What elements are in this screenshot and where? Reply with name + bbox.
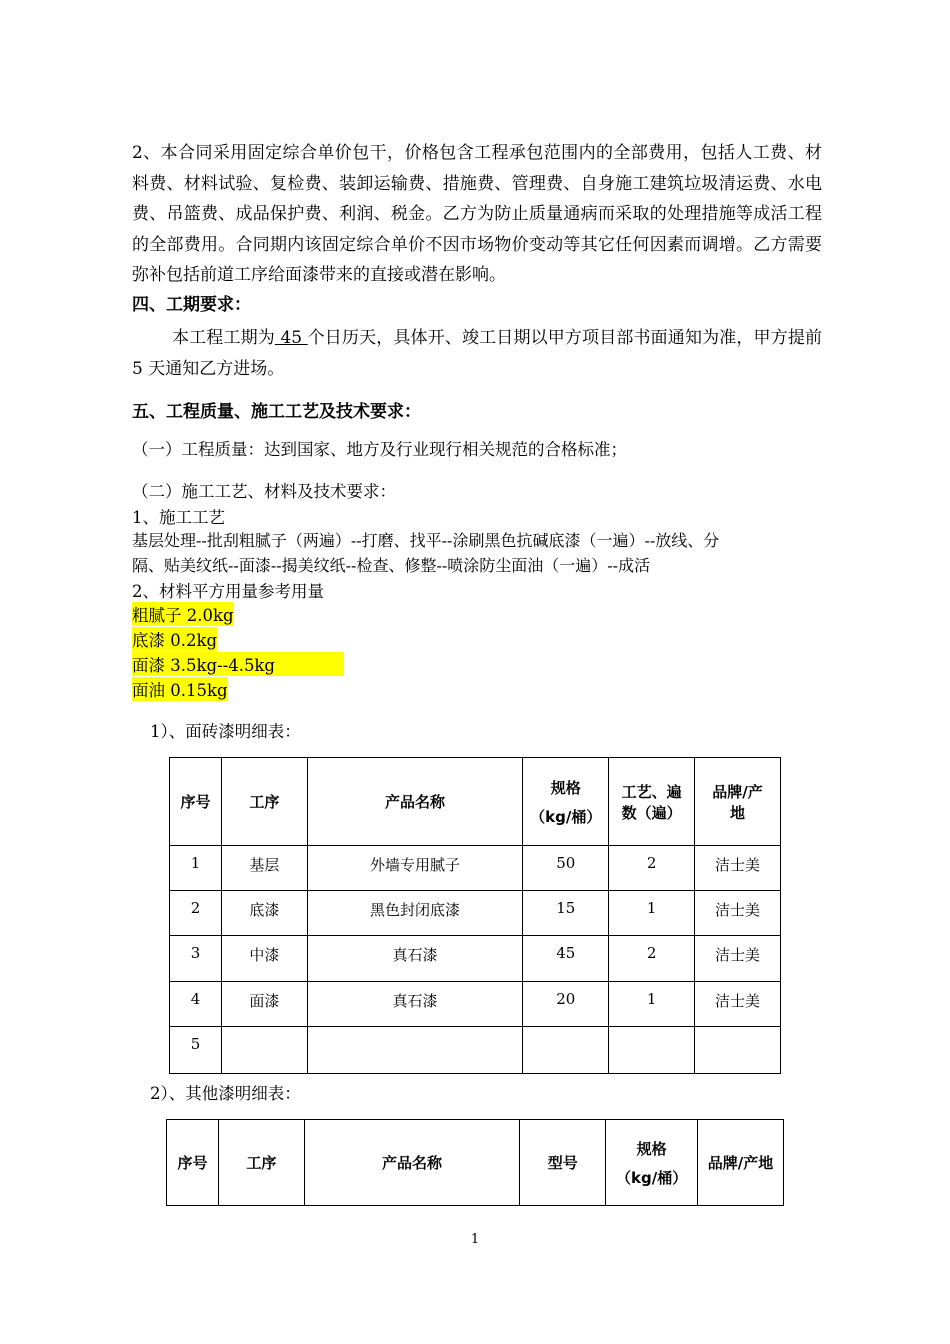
table-row	[170, 891, 781, 936]
table-1-header-coats: 工艺、遍 数（遍）	[609, 758, 695, 846]
cell-coats: 1	[609, 891, 695, 936]
cell-brand: 洁士美	[695, 982, 781, 1027]
clause-2-paragraph: 2、本合同采用固定综合单价包干，价格包含工程承包范围内的全部费用，包括人工费、材料费、材料试验、复检费、装卸运输费、措施费、管理费、自身施工建筑垃圾清运费、水电费、吊篮费、成品保护费、利润、税金。乙方为防止质量通病而采取的处理措施等成活工程的全部费用。合同期内该固定综合单价不因市场物价变动等其它任何因素而调增。乙方需要弥补包括前道工序给面漆带来的直接或潜在影响。	[132, 143, 822, 285]
table-2-caption: 2）、其他漆明细表：	[150, 1084, 301, 1103]
craft-steps-line-1: 基层处理--批刮粗腻子（两遍）--打磨、找平--涂刷黑色抗碱底漆（一遍）--放线、分	[132, 531, 720, 550]
cell-process: 面漆	[221, 982, 307, 1027]
material-usage-heading: 2、材料平方用量参考用量	[132, 582, 324, 601]
cell-brand: 洁士美	[695, 936, 781, 982]
table-row	[170, 936, 781, 982]
quality-requirement: （一）工程质量：达到国家、地方及行业现行相关规范的合格标准；	[132, 440, 627, 459]
page-number: 1	[470, 1232, 480, 1247]
table-2-header-process: 工序	[218, 1120, 304, 1206]
table-2-header-spec: 规格 （kg/桶）	[606, 1120, 698, 1206]
table-1-header-row	[170, 758, 781, 846]
table-row	[170, 982, 781, 1027]
cell-spec	[523, 1027, 609, 1074]
material-finish-oil: 面油 0.15kg	[132, 677, 228, 701]
section-4-text-before: 本工程工期为	[172, 328, 275, 348]
section-5-heading: 五、工程质量、施工工艺及技术要求：	[132, 402, 421, 422]
cell-product: 真石漆	[307, 982, 523, 1027]
material-topcoat: 面漆 3.5kg--4.5kg	[132, 652, 344, 676]
cell-no: 1	[170, 846, 222, 891]
section-4-text-after: 个日历天，具体开、竣工日期以甲方项目部书面通知为准，甲方提前 5 天通知乙方进场。	[132, 328, 823, 379]
cell-brand	[695, 1027, 781, 1074]
cell-coats	[609, 1027, 695, 1074]
table-2-header-row	[167, 1120, 784, 1206]
table-2-header-brand: 品牌/产地	[698, 1120, 784, 1206]
table-2-header-model: 型号	[520, 1120, 606, 1206]
cell-spec: 45	[523, 936, 609, 982]
cell-coats: 2	[609, 846, 695, 891]
cell-product: 外墙专用腻子	[307, 846, 523, 891]
craft-subheading: 1、施工工艺	[132, 508, 225, 527]
table-row	[170, 846, 781, 891]
cell-spec: 50	[523, 846, 609, 891]
material-primer: 底漆 0.2kg	[132, 627, 217, 651]
duration-days: 45	[274, 328, 308, 348]
section-4-heading: 四、工期要求：	[132, 295, 251, 315]
cell-no: 4	[170, 982, 222, 1027]
cell-process	[221, 1027, 307, 1074]
table-row	[170, 1027, 781, 1074]
table-1-caption: 1）、面砖漆明细表：	[150, 722, 301, 741]
cell-process: 中漆	[221, 936, 307, 982]
table-1-header-process: 工序	[221, 758, 307, 846]
material-putty: 粗腻子 2.0kg	[132, 602, 234, 626]
craft-steps-line-2: 隔、贴美纹纸--面漆--揭美纹纸--检查、修整--喷涂防尘面油（一遍）--成活	[132, 556, 651, 575]
table-1-header-brand: 品牌/产 地	[695, 758, 781, 846]
cell-brand: 洁士美	[695, 846, 781, 891]
table-2-header-no: 序号	[167, 1120, 219, 1206]
table-1-header-no: 序号	[170, 758, 222, 846]
cell-product	[307, 1027, 523, 1074]
table-2-header-product: 产品名称	[304, 1120, 520, 1206]
cell-spec: 15	[523, 891, 609, 936]
cell-brand: 洁士美	[695, 891, 781, 936]
cell-process: 底漆	[221, 891, 307, 936]
cell-no: 3	[170, 936, 222, 982]
cell-product: 真石漆	[307, 936, 523, 982]
table-1-header-product: 产品名称	[307, 758, 523, 846]
cell-no: 5	[170, 1027, 222, 1074]
cell-spec: 20	[523, 982, 609, 1027]
cell-coats: 2	[609, 936, 695, 982]
table-1-header-spec: 规格 （kg/桶）	[523, 758, 609, 846]
cell-product: 黑色封闭底漆	[307, 891, 523, 936]
cell-process: 基层	[221, 846, 307, 891]
cell-no: 2	[170, 891, 222, 936]
cell-coats: 1	[609, 982, 695, 1027]
section-4-paragraph	[132, 323, 822, 384]
craft-requirement-heading: （二）施工工艺、材料及技术要求：	[132, 482, 396, 501]
table-2	[166, 1119, 784, 1206]
table-1	[169, 757, 781, 1074]
